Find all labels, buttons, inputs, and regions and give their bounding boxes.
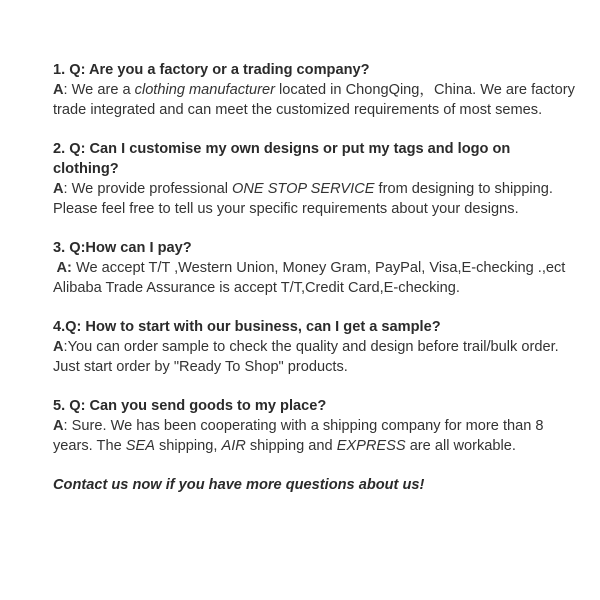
faq-item-2 (53, 139, 576, 219)
answer-text: shipping, (154, 438, 222, 454)
faq-answer (53, 416, 576, 456)
faq-item-5 (53, 396, 576, 456)
faq-answer (53, 80, 576, 120)
answer-label: A (53, 82, 64, 98)
contact-cta: Contact us now if you have more questions about us! (53, 477, 425, 493)
answer-label: A (53, 181, 64, 197)
faq-question: 4.Q: How to start with our business, can I get a sample? (53, 319, 441, 335)
answer-emphasis: AIR (221, 438, 246, 454)
answer-label: A (53, 339, 64, 355)
faq-answer (53, 179, 576, 219)
answer-text: : Sure. We has been cooperating with a shipping company for more than 8 years. The (53, 418, 544, 454)
faq-question: 1. Q: Are you a factory or a trading company? (53, 62, 370, 78)
faq-answer (53, 258, 576, 298)
faq-question: 3. Q:How can I pay? (53, 240, 192, 256)
faq-item-3 (53, 238, 576, 298)
answer-text: shipping and (245, 438, 337, 454)
faq-question: 2. Q: Can I customise my own designs or put my tags and logo on clothing? (53, 141, 511, 177)
faq-item-1 (53, 60, 576, 120)
answer-emphasis: ONE STOP SERVICE (232, 181, 375, 197)
answer-text: : We are a (63, 82, 135, 98)
answer-text: : We provide professional (63, 181, 233, 197)
answer-text: are all workable. (405, 438, 516, 454)
answer-text: :You can order sample to check the quality and design before trail/bulk order. Just start order by "Ready To Shop" products. (53, 339, 559, 375)
answer-text: located in ChongQing，China. We are factory trade integrated and can meet the customized requirements of most semes. (53, 82, 575, 118)
answer-label: A (53, 418, 64, 434)
answer-text: We accept T/T ,Western Union, Money Gram, PayPal, Visa,E-checking .,ect Alibaba Trade Assurance is accept T/T,Credit Card,E-checking. (53, 260, 566, 296)
answer-emphasis: clothing manufacturer (134, 82, 275, 98)
faq-item-4 (53, 317, 576, 377)
answer-emphasis: EXPRESS (336, 438, 406, 454)
faq-answer (53, 337, 576, 377)
answer-label: A: (53, 260, 72, 276)
answer-text: from designing to shipping. Please feel free to tell us your specific requirements about your designs. (53, 181, 553, 217)
answer-emphasis: SEA (125, 438, 155, 454)
faq-question: 5. Q: Can you send goods to my place? (53, 398, 327, 414)
